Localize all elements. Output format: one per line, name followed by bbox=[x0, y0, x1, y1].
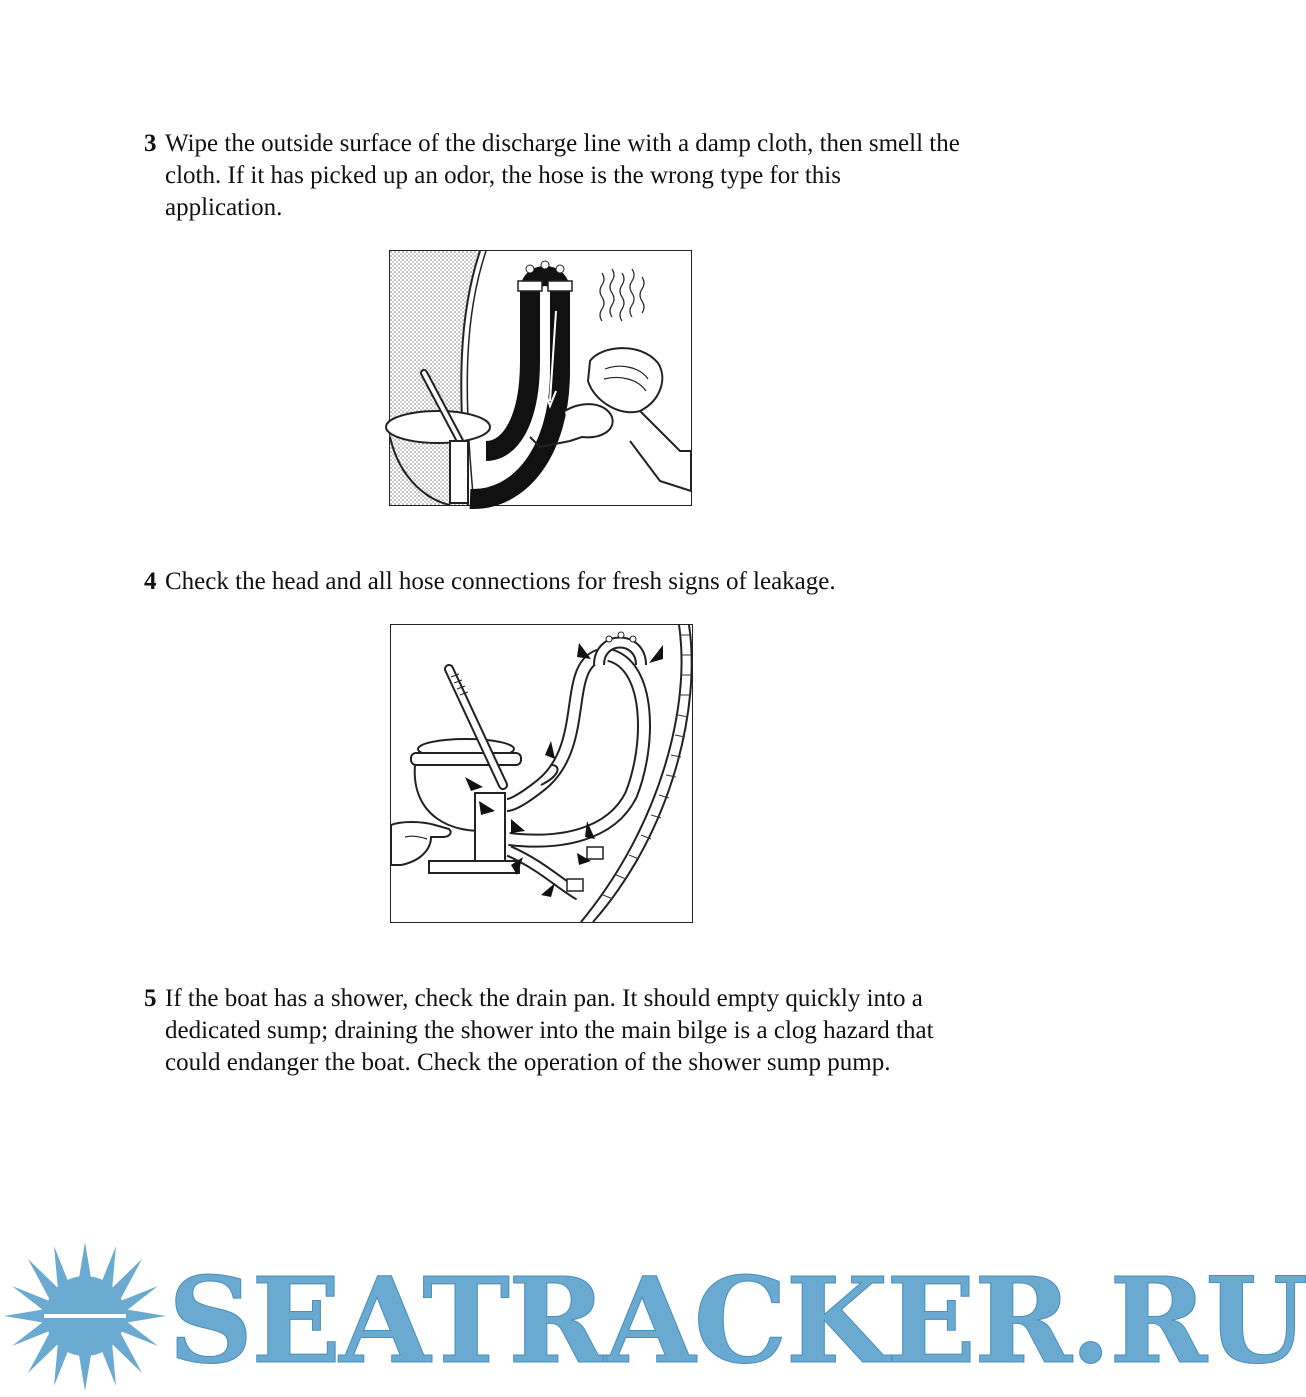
step-4 bbox=[144, 566, 964, 598]
step-text: If the boat has a shower, check the drain pan. It should empty quickly into a dedicated sump; draining the shower into the main bilge is a clog hazard that could endanger the boat. Check the operation of the shower sump pump. bbox=[165, 985, 934, 1076]
step-3 bbox=[144, 128, 964, 224]
step-number: 4 bbox=[144, 568, 157, 595]
step-5 bbox=[144, 983, 964, 1079]
step-number: 3 bbox=[144, 130, 157, 157]
step-text: Check the head and all hose connections for fresh signs of leakage. bbox=[165, 568, 836, 595]
watermark-banner bbox=[0, 1236, 1306, 1397]
hose-connection-leak-figure bbox=[390, 624, 693, 923]
step-text: Wipe the outside surface of the discharge line with a damp cloth, then smell the cloth. If it has picked up an odor, the hose is the wrong type for this application. bbox=[165, 130, 960, 221]
sun-logo-icon bbox=[0, 1236, 170, 1397]
discharge-hose-odor-figure bbox=[389, 250, 692, 506]
step-number: 5 bbox=[144, 985, 157, 1012]
watermark-text: SEATRACKER.RU bbox=[168, 1251, 1306, 1390]
